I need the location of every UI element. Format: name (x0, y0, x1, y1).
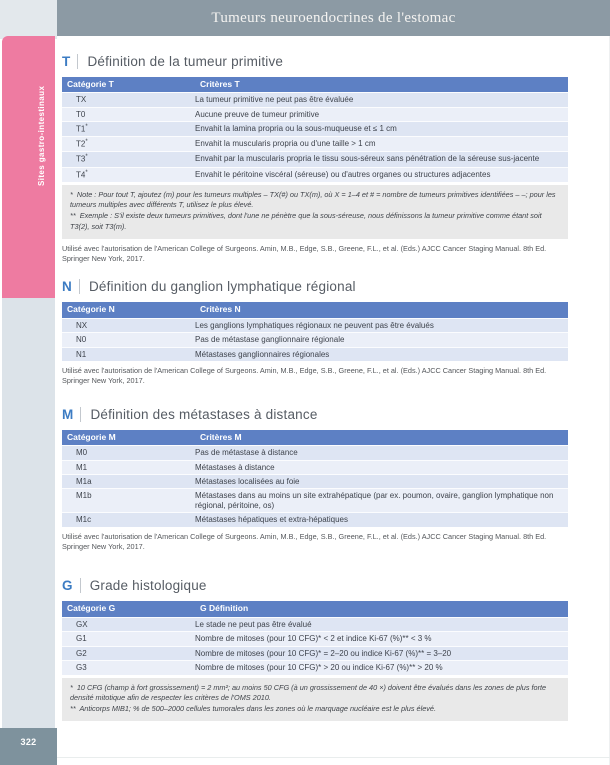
source-credit-m: Utilisé avec l'autorisation de l'American College of Surgeons. Amin, M.B., Edge, S.B., Greene, F.L., et al. (Eds.) AJCC Cancer Staging Manual. 8th Ed. Springer New York, 2017. (62, 531, 547, 551)
table-header-category: Catégorie G (62, 601, 195, 617)
table-row (62, 93, 568, 107)
section-t (62, 54, 568, 263)
table-row (62, 446, 568, 460)
section-title-text-t: Définition de la tumeur primitive (77, 54, 283, 69)
table-row (62, 333, 568, 347)
category-cell: G1 (76, 634, 87, 644)
n-table (62, 302, 568, 361)
table-header-row (62, 302, 568, 318)
criteria-cell: Les ganglions lymphatiques régionaux ne peuvent pas être évalués (195, 320, 434, 330)
section-title-t (62, 54, 568, 69)
category-cell: N0 (76, 335, 87, 345)
criteria-cell: Envahit par la muscularis propria le tissu sous-séreux sans pénétration de la séreuse sus-jacente (195, 154, 540, 164)
section-title-text-n: Définition du ganglion lymphatique régional (79, 279, 356, 294)
table-header-category: Catégorie N (62, 302, 195, 318)
table-row (62, 460, 568, 474)
source-credit-t: Utilisé avec l'autorisation de l'American College of Surgeons. Amin, M.B., Edge, S.B., Greene, F.L., et al. (Eds.) AJCC Cancer Staging Manual. 8th Ed. Springer New York, 2017. (62, 243, 547, 263)
table-header-row (62, 430, 568, 446)
section-title-m (62, 407, 568, 422)
table-header-row (62, 77, 568, 93)
section-letter-m: M (62, 406, 74, 422)
section-title-g (62, 578, 568, 593)
table-row (62, 475, 568, 489)
section-title-text-g: Grade histologique (80, 578, 207, 593)
sidebar-rail (2, 36, 55, 298)
t-table (62, 77, 568, 182)
category-cell: T4* (76, 169, 88, 180)
table-row (62, 107, 568, 121)
criteria-cell: Nombre de mitoses (pour 10 CFG)* > 20 ou indice Ki-67 (%)** > 20 % (195, 663, 443, 673)
category-cell: N1 (76, 349, 87, 359)
table-row (62, 489, 568, 513)
criteria-cell: Envahit la lamina propria ou la sous-muqueuse et ≤ 1 cm (195, 124, 397, 134)
source-credit-n: Utilisé avec l'autorisation de l'American College of Surgeons. Amin, M.B., Edge, S.B., Greene, F.L., et al. (Eds.) AJCC Cancer Staging Manual. 8th Ed. Springer New York, 2017. (62, 366, 547, 385)
table-header-criteria: Critères T (195, 77, 568, 93)
g-table (62, 601, 568, 674)
category-cell: G2 (76, 648, 87, 658)
sidebar-label: Sites gastro-intestinaux (37, 85, 46, 187)
table-header-category: Catégorie M (62, 430, 195, 446)
page-title: Tumeurs neuroendocrines de l'estomac (211, 9, 456, 26)
table-row (62, 318, 568, 332)
section-m (62, 407, 568, 552)
criteria-cell: Pas de métastase à distance (195, 448, 298, 458)
table-row (62, 122, 568, 137)
table-header-criteria: G Définition (195, 601, 568, 617)
category-cell: NX (76, 320, 88, 330)
category-cell: M1b (76, 491, 92, 501)
footnote-line: * Note : Pour tout T, ajoutez (m) pour les tumeurs multiples – TX(#) ou TX(m), où X = 1–4 et # = nombre de tumeurs primitives identifiées – –; pour les tumeurs multiples avec différents T, utilisez le plus élevé. (70, 189, 556, 210)
criteria-cell: Métastases dans au moins un site extrahépatique (par ex. poumon, ovaire, ganglion lymphatique non régional, péritoine, os) (195, 491, 554, 510)
criteria-cell: Nombre de mitoses (pour 10 CFG)* < 2 et indice Ki-67 (%)** < 3 % (195, 634, 432, 644)
footnote-box-g (62, 678, 568, 721)
criteria-cell: Métastases hépatiques et extra-hépatiques (195, 515, 348, 525)
rail-top-square (0, 0, 57, 39)
footnote-line: * 10 CFG (champ à fort grossissement) = 2 mm²; au moins 50 CFG (à un grossissement de 40 ×) doivent être évalués dans les zones de plus forte densité mitotique afin de respecter les critères de l'OMS 2010. (70, 682, 547, 703)
criteria-cell: Nombre de mitoses (pour 10 CFG)* = 2–20 ou indice Ki-67 (%)** = 3–20 (195, 648, 452, 658)
category-cell: T0 (76, 109, 86, 119)
criteria-cell: Métastases à distance (195, 462, 275, 472)
m-table (62, 430, 568, 527)
criteria-cell: Pas de métastase ganglionnaire régionale (195, 335, 345, 345)
footnote-box-t (62, 185, 568, 239)
table-header-row (62, 601, 568, 617)
footnote-line: ** Exemple : S'il existe deux tumeurs primitives, dont l'une ne pénètre que la sous-séreuse, nous définissons la tumeur primitive comme étant soit T3(2), soit T3(m). (70, 211, 542, 231)
section-letter-g: G (62, 578, 73, 594)
criteria-cell: Envahit la muscularis propria ou d'une taille > 1 cm (195, 139, 376, 149)
criteria-cell: Envahit le péritoine viscéral (séreuse) ou d'autres organes ou structures adjacentes (195, 169, 491, 179)
table-row (62, 167, 568, 182)
section-title-n (62, 279, 568, 294)
category-cell: T2* (76, 139, 88, 149)
table-row (62, 646, 568, 660)
criteria-cell: La tumeur primitive ne peut pas être évaluée (195, 95, 354, 105)
category-cell: T3* (76, 154, 88, 165)
category-cell: M0 (76, 448, 88, 458)
bottom-divider (57, 757, 610, 758)
page-number-box (0, 728, 57, 765)
category-cell: M1a (76, 477, 92, 487)
sidebar-rail-lower (2, 298, 55, 728)
table-row (62, 632, 568, 646)
table-row (62, 137, 568, 152)
criteria-cell: Métastases localisées au foie (195, 477, 300, 487)
header-bar (57, 0, 610, 36)
section-title-text-m: Définition des métastases à distance (80, 407, 317, 422)
section-g (62, 578, 568, 720)
table-header-criteria: Critères N (195, 302, 568, 318)
category-cell: G3 (76, 663, 87, 673)
footnote-line: ** Anticorps MIB1; % de 500–2000 cellules tumorales dans les zones où le marquage nucléaire est le plus élevé. (70, 704, 436, 714)
table-header-category: Catégorie T (62, 77, 195, 93)
section-letter-n: N (62, 279, 72, 295)
table-row (62, 661, 568, 675)
category-cell: GX (76, 619, 88, 629)
category-cell: M1c (76, 515, 92, 525)
table-header-criteria: Critères M (195, 430, 568, 446)
table-row (62, 347, 568, 361)
criteria-cell: Aucune preuve de tumeur primitive (195, 109, 320, 119)
table-row (62, 152, 568, 167)
section-letter-t: T (62, 54, 71, 69)
table-row (62, 513, 568, 527)
page-content (57, 36, 610, 765)
page-number: 322 (20, 737, 37, 747)
criteria-cell: Le stade ne peut pas être évalué (195, 619, 312, 629)
category-cell: M1 (76, 462, 88, 472)
category-cell: TX (76, 95, 87, 105)
section-n (62, 279, 568, 385)
category-cell: T1* (76, 124, 88, 134)
table-row (62, 617, 568, 631)
criteria-cell: Métastases ganglionnaires régionales (195, 349, 330, 359)
